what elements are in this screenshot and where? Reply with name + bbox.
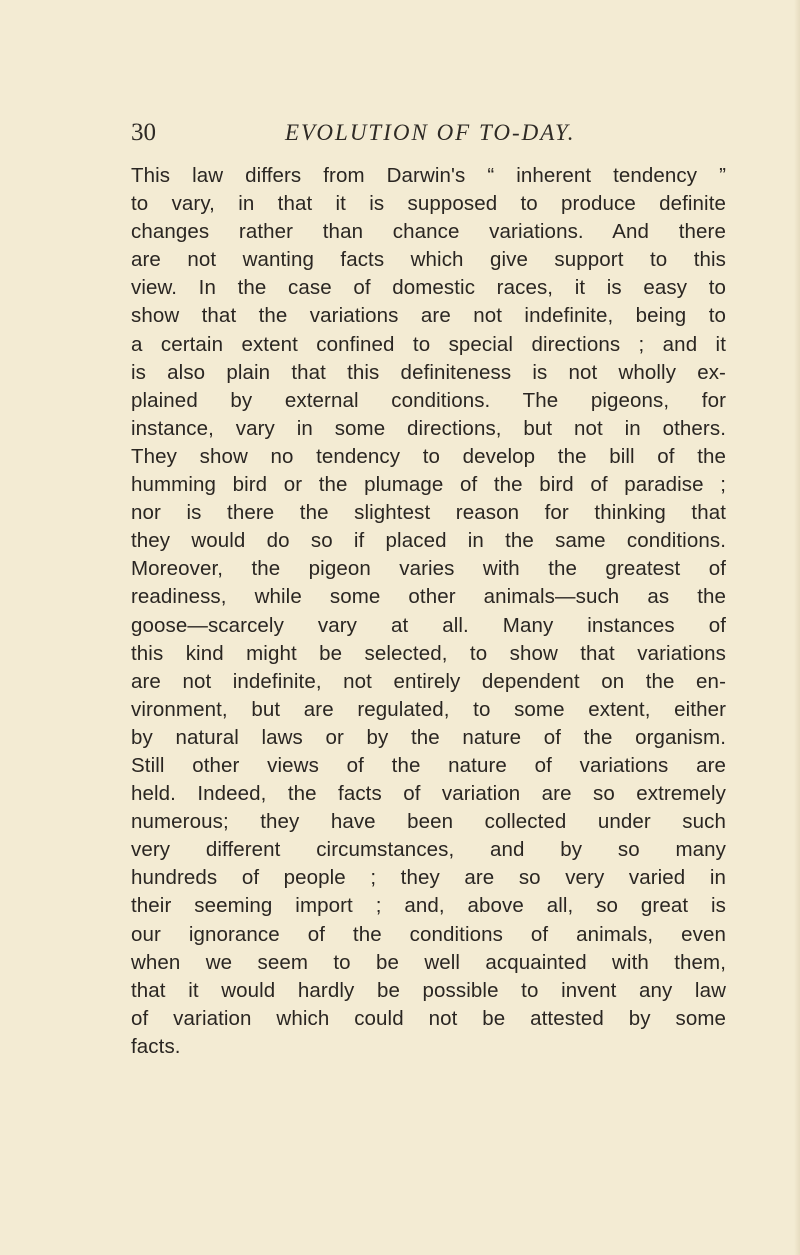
text-line: our ignorance of the conditions of animals, even bbox=[131, 922, 726, 946]
text-line: changes rather than chance variations. And there bbox=[131, 220, 726, 244]
text-line: They show no tendency to develop the bill of the bbox=[131, 444, 726, 468]
text-line: vironment, but are regulated, to some extent, either bbox=[131, 697, 726, 721]
text-line: Moreover, the pigeon varies with the greatest of bbox=[131, 557, 726, 581]
page-edge bbox=[794, 0, 800, 1255]
text-line: humming bird or the plumage of the bird of paradise ; bbox=[131, 473, 726, 497]
text-line: numerous; they have been collected under such bbox=[131, 810, 726, 834]
text-line: instance, vary in some directions, but not in others. bbox=[131, 416, 726, 440]
text-line: to vary, in that it is supposed to produce definite bbox=[131, 192, 726, 216]
text-line: readiness, while some other animals—such as the bbox=[131, 585, 726, 609]
text-line: facts. bbox=[131, 1034, 181, 1058]
text-line: of variation which could not be attested by some bbox=[131, 1006, 726, 1030]
page-number: 30 bbox=[131, 119, 156, 146]
text-line: are not indefinite, not entirely dependent on the en- bbox=[131, 669, 726, 693]
text-line: are not wanting facts which give support to this bbox=[131, 248, 726, 272]
text-line: that it would hardly be possible to invent any law bbox=[131, 978, 726, 1002]
text-line: their seeming import ; and, above all, so great is bbox=[131, 894, 726, 918]
text-line: when we seem to be well acquainted with them, bbox=[131, 950, 726, 974]
text-line: by natural laws or by the nature of the organism. bbox=[131, 725, 726, 749]
text-line: held. Indeed, the facts of variation are so extremely bbox=[131, 782, 726, 806]
text-line: this kind might be selected, to show that variations bbox=[131, 641, 726, 665]
text-line: they would do so if placed in the same conditions. bbox=[131, 529, 726, 553]
running-head bbox=[131, 118, 731, 152]
text-line: show that the variations are not indefinite, being to bbox=[131, 304, 726, 328]
running-title: EVOLUTION OF TO-DAY. bbox=[285, 120, 576, 145]
text-line: goose—scarcely vary at all. Many instances of bbox=[131, 613, 726, 637]
text-line: This law differs from Darwin's “ inherent tendency ” bbox=[131, 164, 726, 187]
text-line: view. In the case of domestic races, it is easy to bbox=[131, 276, 726, 300]
text-line: very different circumstances, and by so many bbox=[131, 838, 726, 862]
text-line: hundreds of people ; they are so very varied in bbox=[131, 866, 726, 890]
text-line: is also plain that this definiteness is not wholly ex- bbox=[131, 360, 726, 384]
text-line: plained by external conditions. The pigeons, for bbox=[131, 388, 726, 412]
text-line: Still other views of the nature of variations are bbox=[131, 753, 726, 777]
body-paragraph bbox=[131, 162, 726, 1061]
text-line: nor is there the slightest reason for thinking that bbox=[131, 501, 726, 525]
text-line: a certain extent confined to special directions ; and it bbox=[131, 332, 726, 356]
